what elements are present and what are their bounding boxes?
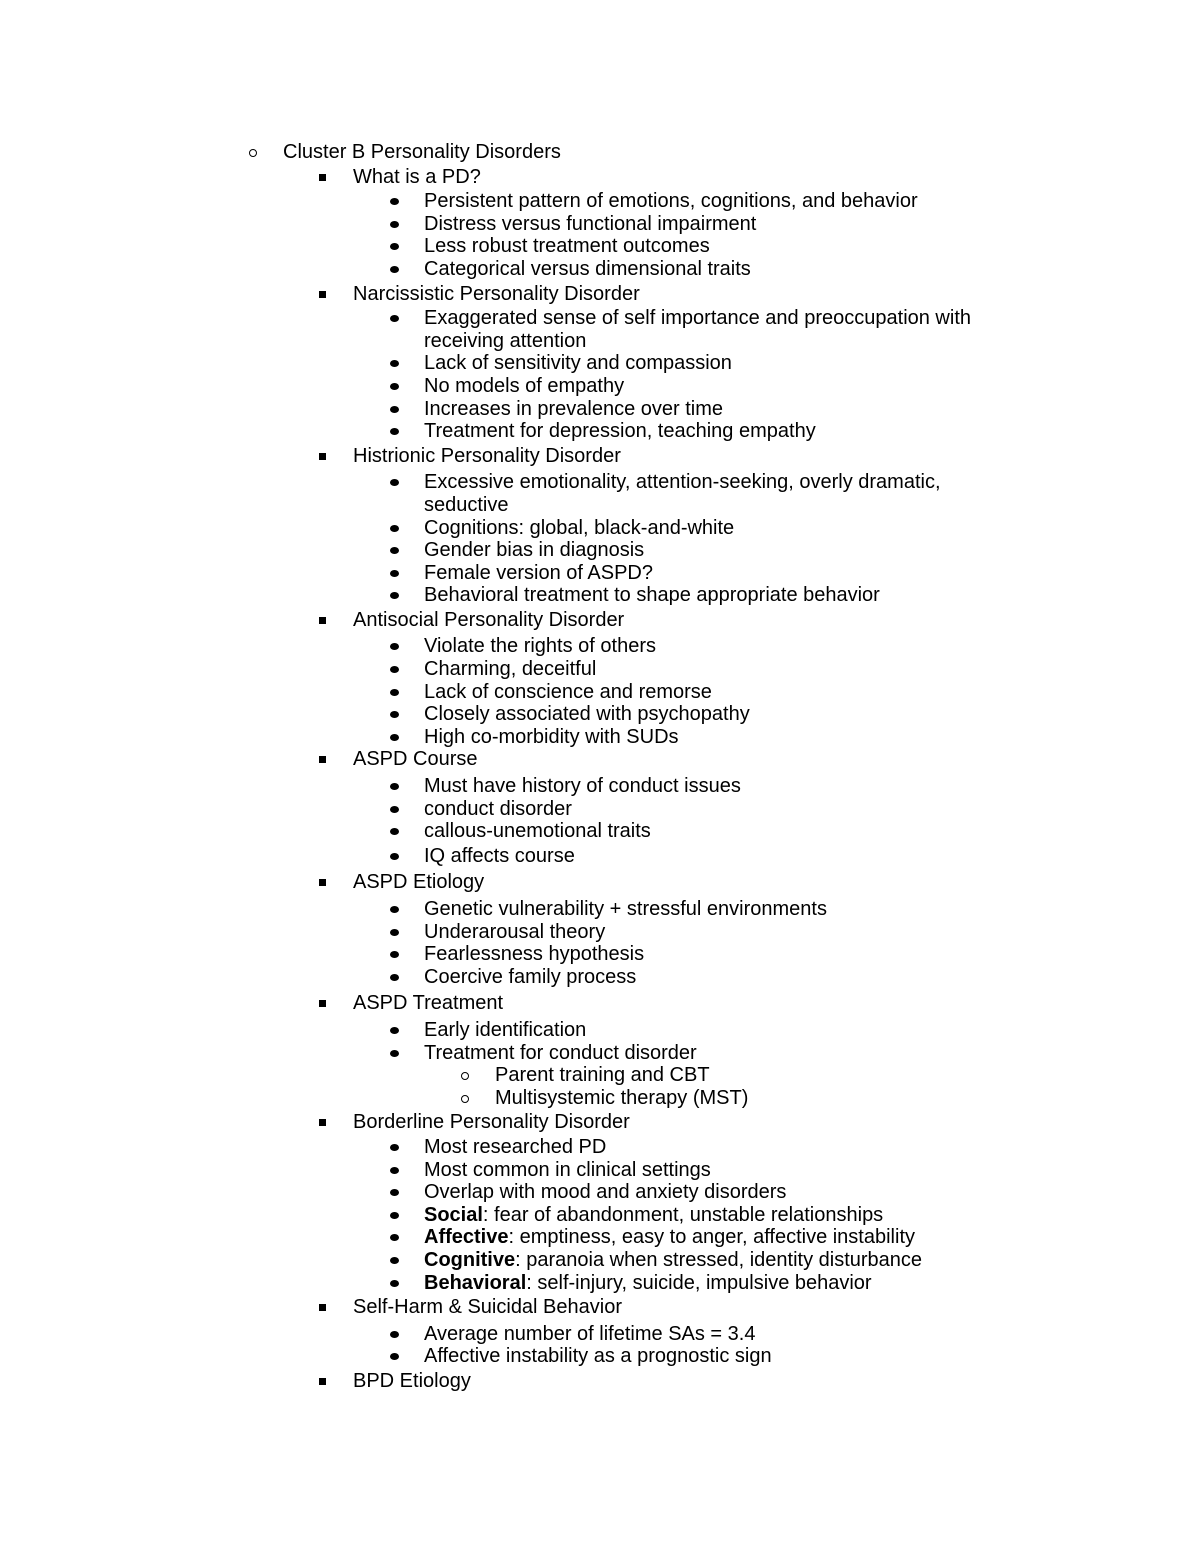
filled-circle-bullet-icon [390, 853, 399, 860]
list-item: Distress versus functional impairment [0, 213, 1024, 236]
filled-circle-bullet-icon [390, 783, 399, 790]
item-label-social: Social [424, 1203, 483, 1226]
filled-circle-bullet-icon [390, 360, 399, 367]
list-item: Gender bias in diagnosis [0, 539, 1024, 562]
filled-circle-bullet-icon [390, 525, 399, 532]
filled-circle-bullet-icon [390, 974, 399, 981]
hollow-circle-bullet-icon [461, 1072, 469, 1080]
filled-circle-bullet-icon [390, 221, 399, 228]
list-item: Affective instability as a prognostic sign [0, 1345, 1024, 1368]
item-text: : paranoia when stressed, identity disturbance [515, 1248, 923, 1271]
section-heading-self-harm: Self-Harm & Suicidal Behavior [0, 1296, 1200, 1319]
list-item: No models of empathy [0, 375, 1024, 398]
filled-circle-bullet-icon [390, 711, 399, 718]
list-item: Categorical versus dimensional traits [0, 258, 1024, 281]
list-item: Treatment for depression, teaching empathy [0, 420, 1024, 443]
section-heading-aspd-etiology: ASPD Etiology [0, 871, 1200, 894]
list-item: Persistent pattern of emotions, cognitions, and behavior [0, 190, 1024, 213]
square-bullet-icon [319, 1378, 326, 1385]
hollow-circle-bullet-icon [461, 1095, 469, 1103]
filled-circle-bullet-icon [390, 1257, 399, 1264]
list-item [0, 1204, 1024, 1227]
filled-circle-bullet-icon [390, 1331, 399, 1338]
list-item: Genetic vulnerability + stressful environments [0, 898, 1024, 921]
item-label-affective: Affective [424, 1226, 509, 1249]
item-text: : self-injury, suicide, impulsive behavior [526, 1271, 872, 1294]
square-bullet-icon [319, 1000, 326, 1007]
filled-circle-bullet-icon [390, 1280, 399, 1287]
filled-circle-bullet-icon [390, 1167, 399, 1174]
square-bullet-icon [319, 291, 326, 298]
list-item: Average number of lifetime SAs = 3.4 [0, 1323, 1024, 1346]
square-bullet-icon [319, 617, 326, 624]
item-text: : emptiness, easy to anger, affective instability [508, 1226, 915, 1249]
list-item: Charming, deceitful [0, 658, 1024, 681]
list-item: Fearlessness hypothesis [0, 943, 1024, 966]
list-item: Exaggerated sense of self importance and preoccupation with receiving attention [0, 307, 1024, 352]
square-bullet-icon [319, 1304, 326, 1311]
filled-circle-bullet-icon [390, 643, 399, 650]
list-item: Most common in clinical settings [0, 1159, 1024, 1182]
filled-circle-bullet-icon [390, 806, 399, 813]
filled-circle-bullet-icon [390, 734, 399, 741]
filled-circle-bullet-icon [390, 828, 399, 835]
filled-circle-bullet-icon [390, 315, 399, 322]
list-item: callous-unemotional traits [0, 820, 1024, 843]
section-heading-narcissistic: Narcissistic Personality Disorder [0, 283, 1200, 306]
filled-circle-bullet-icon [390, 906, 399, 913]
list-item: Treatment for conduct disorder [0, 1042, 1024, 1065]
filled-circle-bullet-icon [390, 1212, 399, 1219]
list-item: IQ affects course [0, 845, 1024, 868]
square-bullet-icon [319, 1119, 326, 1126]
section-heading-aspd-course: ASPD Course [0, 748, 1200, 771]
list-item: Excessive emotionality, attention-seeking, overly dramatic, seductive [0, 471, 1024, 516]
filled-circle-bullet-icon [390, 689, 399, 696]
filled-circle-bullet-icon [390, 383, 399, 390]
filled-circle-bullet-icon [390, 1234, 399, 1241]
item-label-cognitive: Cognitive [424, 1248, 516, 1271]
document-outline [0, 141, 1200, 1392]
list-item: Closely associated with psychopathy [0, 703, 1024, 726]
list-item: Lack of conscience and remorse [0, 681, 1024, 704]
filled-circle-bullet-icon [390, 198, 399, 205]
list-item [0, 1249, 1024, 1272]
list-item [0, 1226, 1024, 1249]
square-bullet-icon [319, 453, 326, 460]
filled-circle-bullet-icon [390, 929, 399, 936]
section-heading-borderline: Borderline Personality Disorder [0, 1111, 1200, 1134]
filled-circle-bullet-icon [390, 1189, 399, 1196]
list-item: Increases in prevalence over time [0, 398, 1024, 421]
filled-circle-bullet-icon [390, 1027, 399, 1034]
item-label-behavioral: Behavioral [424, 1271, 527, 1294]
list-item: Coercive family process [0, 966, 1024, 989]
filled-circle-bullet-icon [390, 266, 399, 273]
list-item: Female version of ASPD? [0, 562, 1024, 585]
filled-circle-bullet-icon [390, 479, 399, 486]
filled-circle-bullet-icon [390, 428, 399, 435]
list-item: Less robust treatment outcomes [0, 235, 1024, 258]
filled-circle-bullet-icon [390, 951, 399, 958]
list-item: Behavioral treatment to shape appropriate behavior [0, 584, 1024, 607]
filled-circle-bullet-icon [390, 1353, 399, 1360]
square-bullet-icon [319, 756, 326, 763]
list-item [0, 1272, 1024, 1295]
list-item: Most researched PD [0, 1136, 1024, 1159]
list-item: Underarousal theory [0, 921, 1024, 944]
section-heading-aspd-treatment: ASPD Treatment [0, 992, 1200, 1015]
sub-list-item: Parent training and CBT [0, 1064, 1200, 1087]
list-item: Cognitions: global, black-and-white [0, 517, 1024, 540]
item-text: : fear of abandonment, unstable relationships [482, 1203, 884, 1226]
filled-circle-bullet-icon [390, 547, 399, 554]
list-item: Must have history of conduct issues [0, 775, 1024, 798]
section-heading-antisocial: Antisocial Personality Disorder [0, 609, 1200, 632]
square-bullet-icon [319, 174, 326, 181]
filled-circle-bullet-icon [390, 666, 399, 673]
hollow-circle-bullet-icon [249, 149, 257, 157]
filled-circle-bullet-icon [390, 1050, 399, 1057]
list-item: Lack of sensitivity and compassion [0, 352, 1024, 375]
filled-circle-bullet-icon [390, 592, 399, 599]
section-heading-histrionic: Histrionic Personality Disorder [0, 445, 1200, 468]
outline-title: Cluster B Personality Disorders [0, 141, 1200, 164]
square-bullet-icon [319, 879, 326, 886]
filled-circle-bullet-icon [390, 570, 399, 577]
list-item: Early identification [0, 1019, 1024, 1042]
filled-circle-bullet-icon [390, 1144, 399, 1151]
filled-circle-bullet-icon [390, 406, 399, 413]
list-item: Overlap with mood and anxiety disorders [0, 1181, 1024, 1204]
section-heading-what-is-pd: What is a PD? [0, 166, 1200, 189]
filled-circle-bullet-icon [390, 243, 399, 250]
list-item: conduct disorder [0, 798, 1024, 821]
sub-list-item: Multisystemic therapy (MST) [0, 1087, 1200, 1110]
section-heading-bpd-etiology: BPD Etiology [0, 1370, 1200, 1393]
list-item: Violate the rights of others [0, 635, 1024, 658]
list-item: High co-morbidity with SUDs [0, 726, 1024, 749]
